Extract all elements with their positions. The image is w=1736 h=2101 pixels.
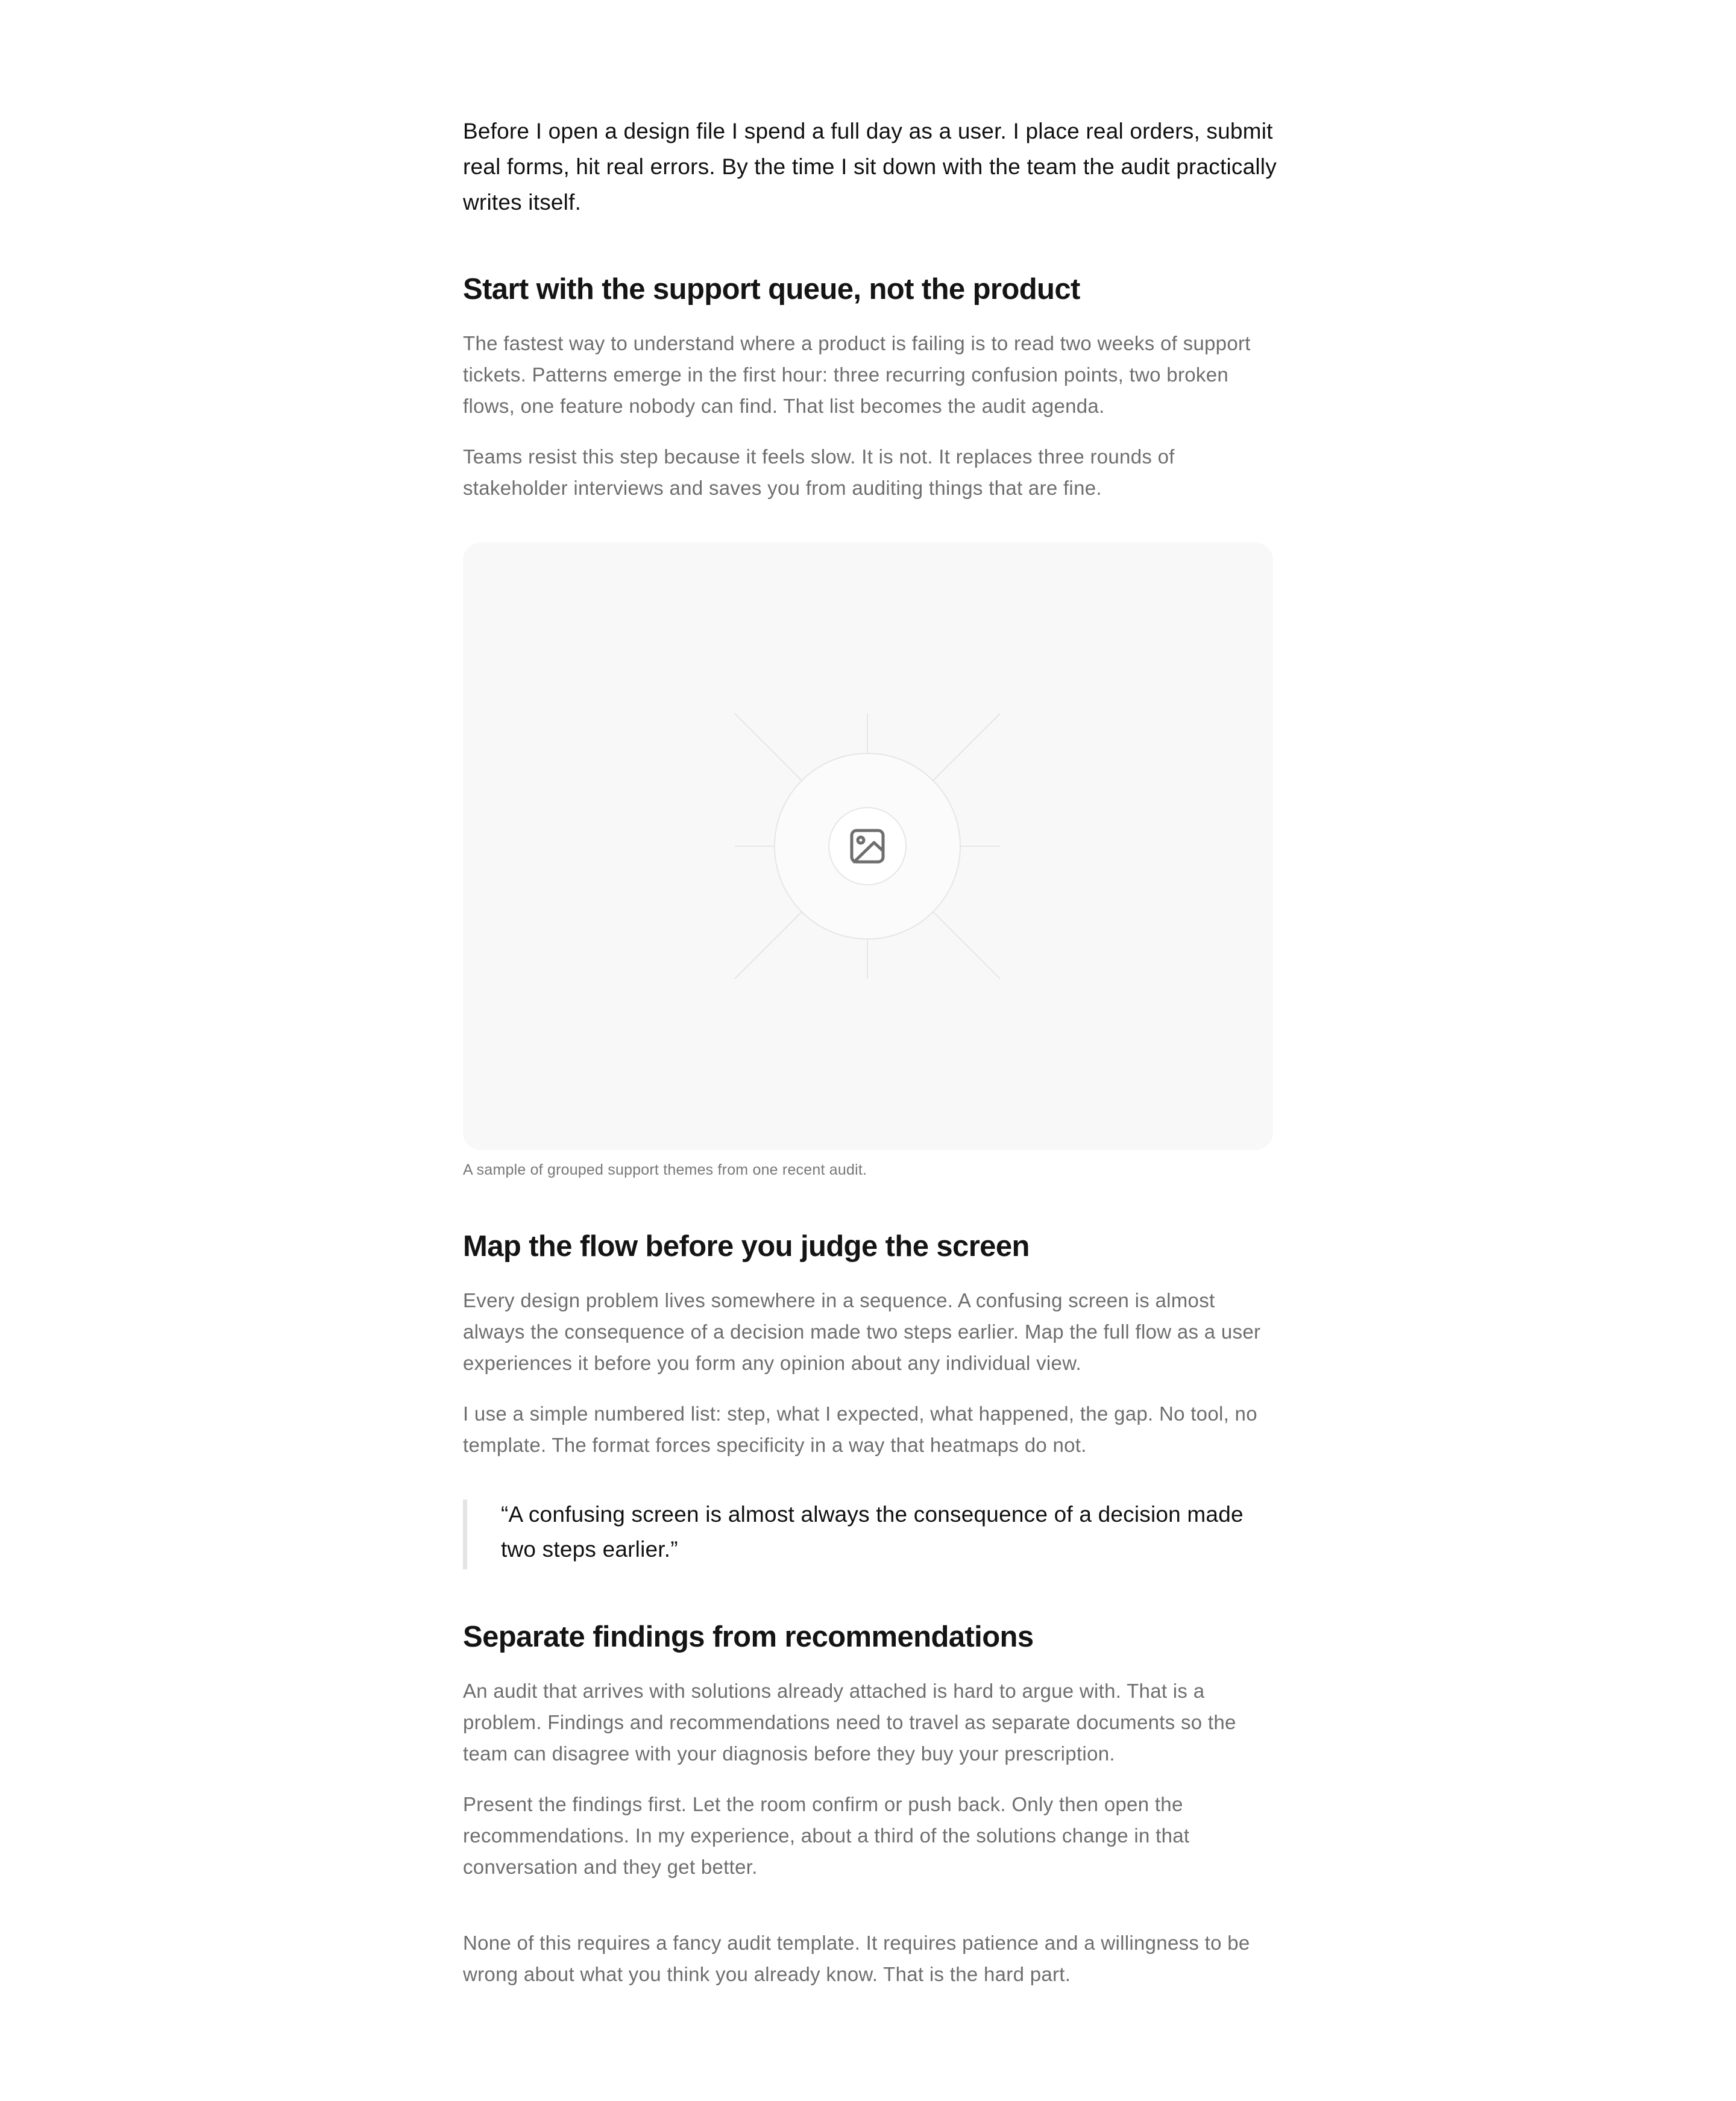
pull-quote-text: “A confusing screen is almost always the consequence of a decision made two steps earlier.”	[501, 1502, 1244, 1562]
section-paragraph: Every design problem lives somewhere in a sequence. A confusing screen is almost always the consequence of a decision made two steps earlier. Map the full flow as a user experiences it before you form any opinion about any individual view.	[463, 1289, 1261, 1374]
figure-caption: A sample of grouped support themes from one recent audit.	[463, 1161, 867, 1178]
closing-paragraph: None of this requires a fancy audit template. It requires patience and a willingness to be wrong about what you think you already know. That is the hard part.	[463, 1932, 1250, 1985]
section-paragraph: Present the findings first. Let the room confirm or push back. Only then open the recommendations. In my experience, about a third of the solutions change in that conversation and they get better.	[463, 1793, 1190, 1878]
section-paragraph: An audit that arrives with solutions already attached is hard to argue with. That is a problem. Findings and recommendations need to travel as separate documents so the team can disagree with your diagnosis before they buy your prescription.	[463, 1680, 1236, 1765]
section-heading-separate-findings: Separate findings from recommendations	[463, 1621, 1034, 1653]
image-placeholder-graphic	[463, 542, 1273, 1150]
section-paragraph: Teams resist this step because it feels slow. It is not. It replaces three rounds of stakeholder interviews and saves you from auditing things that are fine.	[463, 445, 1175, 499]
section-heading-support-queue: Start with the support queue, not the product	[463, 273, 1080, 306]
section-paragraph: I use a simple numbered list: step, what I expected, what happened, the gap. No tool, no template. The format forces specificity in a way that heatmaps do not.	[463, 1402, 1257, 1456]
article-lead: Before I open a design file I spend a full day as a user. I place real orders, submit real forms, hit real errors. By the time I sit down with the team the audit practically writes itself.	[463, 119, 1277, 215]
image-placeholder	[463, 542, 1273, 1150]
section-heading-map-flow: Map the flow before you judge the screen	[463, 1230, 1030, 1263]
pull-quote	[463, 1500, 1273, 1569]
section-paragraph: The fastest way to understand where a product is failing is to read two weeks of support tickets. Patterns emerge in the first hour: three recurring confusion points, two broken flows, one feature nobody can find. That list becomes the audit agenda.	[463, 332, 1251, 417]
